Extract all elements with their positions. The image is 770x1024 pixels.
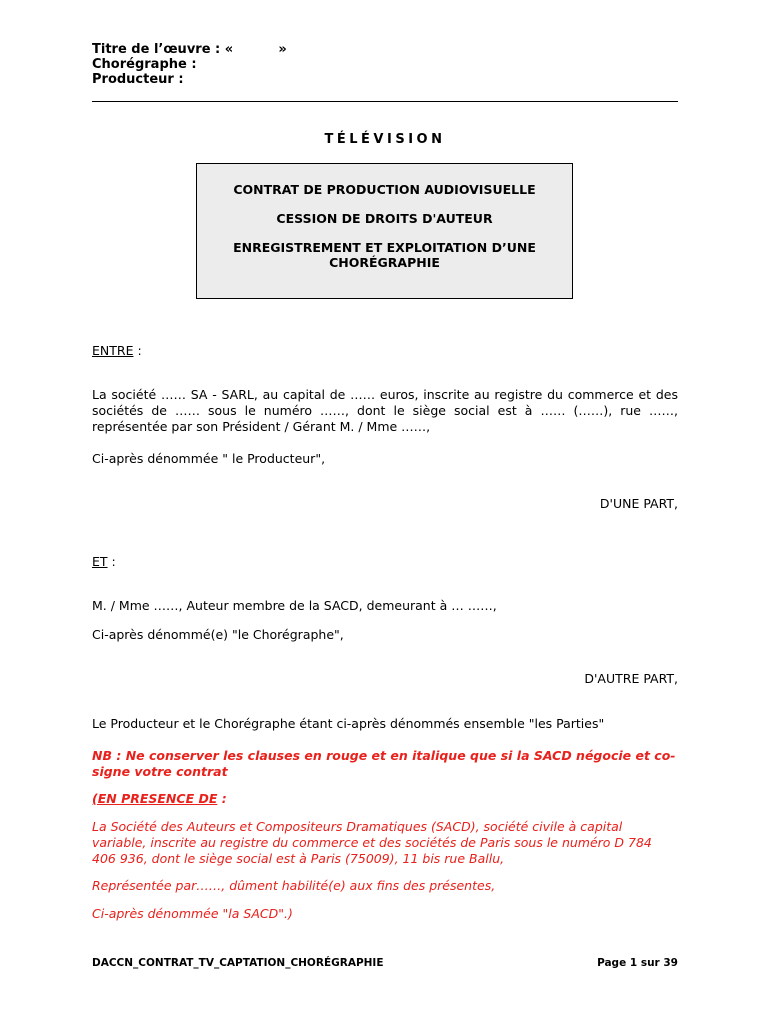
et-heading xyxy=(92,554,678,570)
contract-title-box xyxy=(196,163,573,299)
producer-company-paragraph: La société …… SA - SARL, au capital de …… euros, inscrite au registre du commerce et des sociétés de …… sous le numéro ……, dont le siège social est à …… (……), rue ……, représentée par son Président / Gérant M. / Mme ……, xyxy=(92,387,678,434)
document-header xyxy=(92,42,287,87)
contract-title-line-3a: ENREGISTREMENT ET EXPLOITATION D’UNE xyxy=(233,240,536,255)
contract-title-line-3b: CHORÉGRAPHIE xyxy=(329,255,440,270)
header-choreographer-field: Chorégraphe : xyxy=(92,57,197,72)
entre-label: ENTRE xyxy=(92,343,134,358)
first-party-label: D'UNE PART, xyxy=(599,496,678,511)
footer-filename: DACCN_CONTRAT_TV_CAPTATION_CHORÉGRAPHIE xyxy=(92,957,384,969)
header-producer-field: Producteur : xyxy=(92,72,184,87)
nb-red-note: NB : Ne conserver les clauses en rouge et en italique que si la SACD négocie et co-signe votre contrat xyxy=(92,748,676,779)
contract-title-line-1: CONTRAT DE PRODUCTION AUDIOVISUELLE xyxy=(233,182,536,197)
en-presence-label: (EN PRESENCE DE xyxy=(92,791,218,806)
et-suffix: : xyxy=(107,554,116,569)
sacd-paragraph: La Société des Auteurs et Compositeurs Dramatiques (SACD), société civile à capital variable, inscrite au registre du commerce et des sociétés de Paris sous le numéro D 784 406 936, dont le siège social est à Paris (75009), 11 bis rue Ballu, xyxy=(92,819,652,866)
header-divider xyxy=(92,101,678,102)
en-presence-suffix: : xyxy=(217,791,227,806)
et-label: ET xyxy=(92,554,108,569)
contract-title-line-2: CESSION DE DROITS D'AUTEUR xyxy=(276,211,493,226)
sacd-representative: Représentée par……, dûment habilité(e) aux fins des présentes, xyxy=(92,878,496,893)
footer-page-number: Page 1 sur 39 xyxy=(597,957,678,969)
producer-designation: Ci-après dénommée " le Producteur", xyxy=(92,451,326,466)
section-title: TÉLÉVISION xyxy=(324,132,446,147)
entre-heading xyxy=(92,343,678,359)
second-party-label: D'AUTRE PART, xyxy=(584,671,678,686)
header-title-field: Titre de l’œuvre : « » xyxy=(92,42,287,57)
author-paragraph: M. / Mme ……, Auteur membre de la SACD, demeurant à … ……, xyxy=(92,598,497,613)
choreographer-designation: Ci-après dénommé(e) "le Chorégraphe", xyxy=(92,627,344,642)
en-presence-heading xyxy=(92,791,678,807)
parties-definition: Le Producteur et le Chorégraphe étant ci-après dénommés ensemble "les Parties" xyxy=(92,716,605,731)
sacd-designation: Ci-après dénommée "la SACD".) xyxy=(92,906,293,921)
entre-suffix: : xyxy=(133,343,142,358)
